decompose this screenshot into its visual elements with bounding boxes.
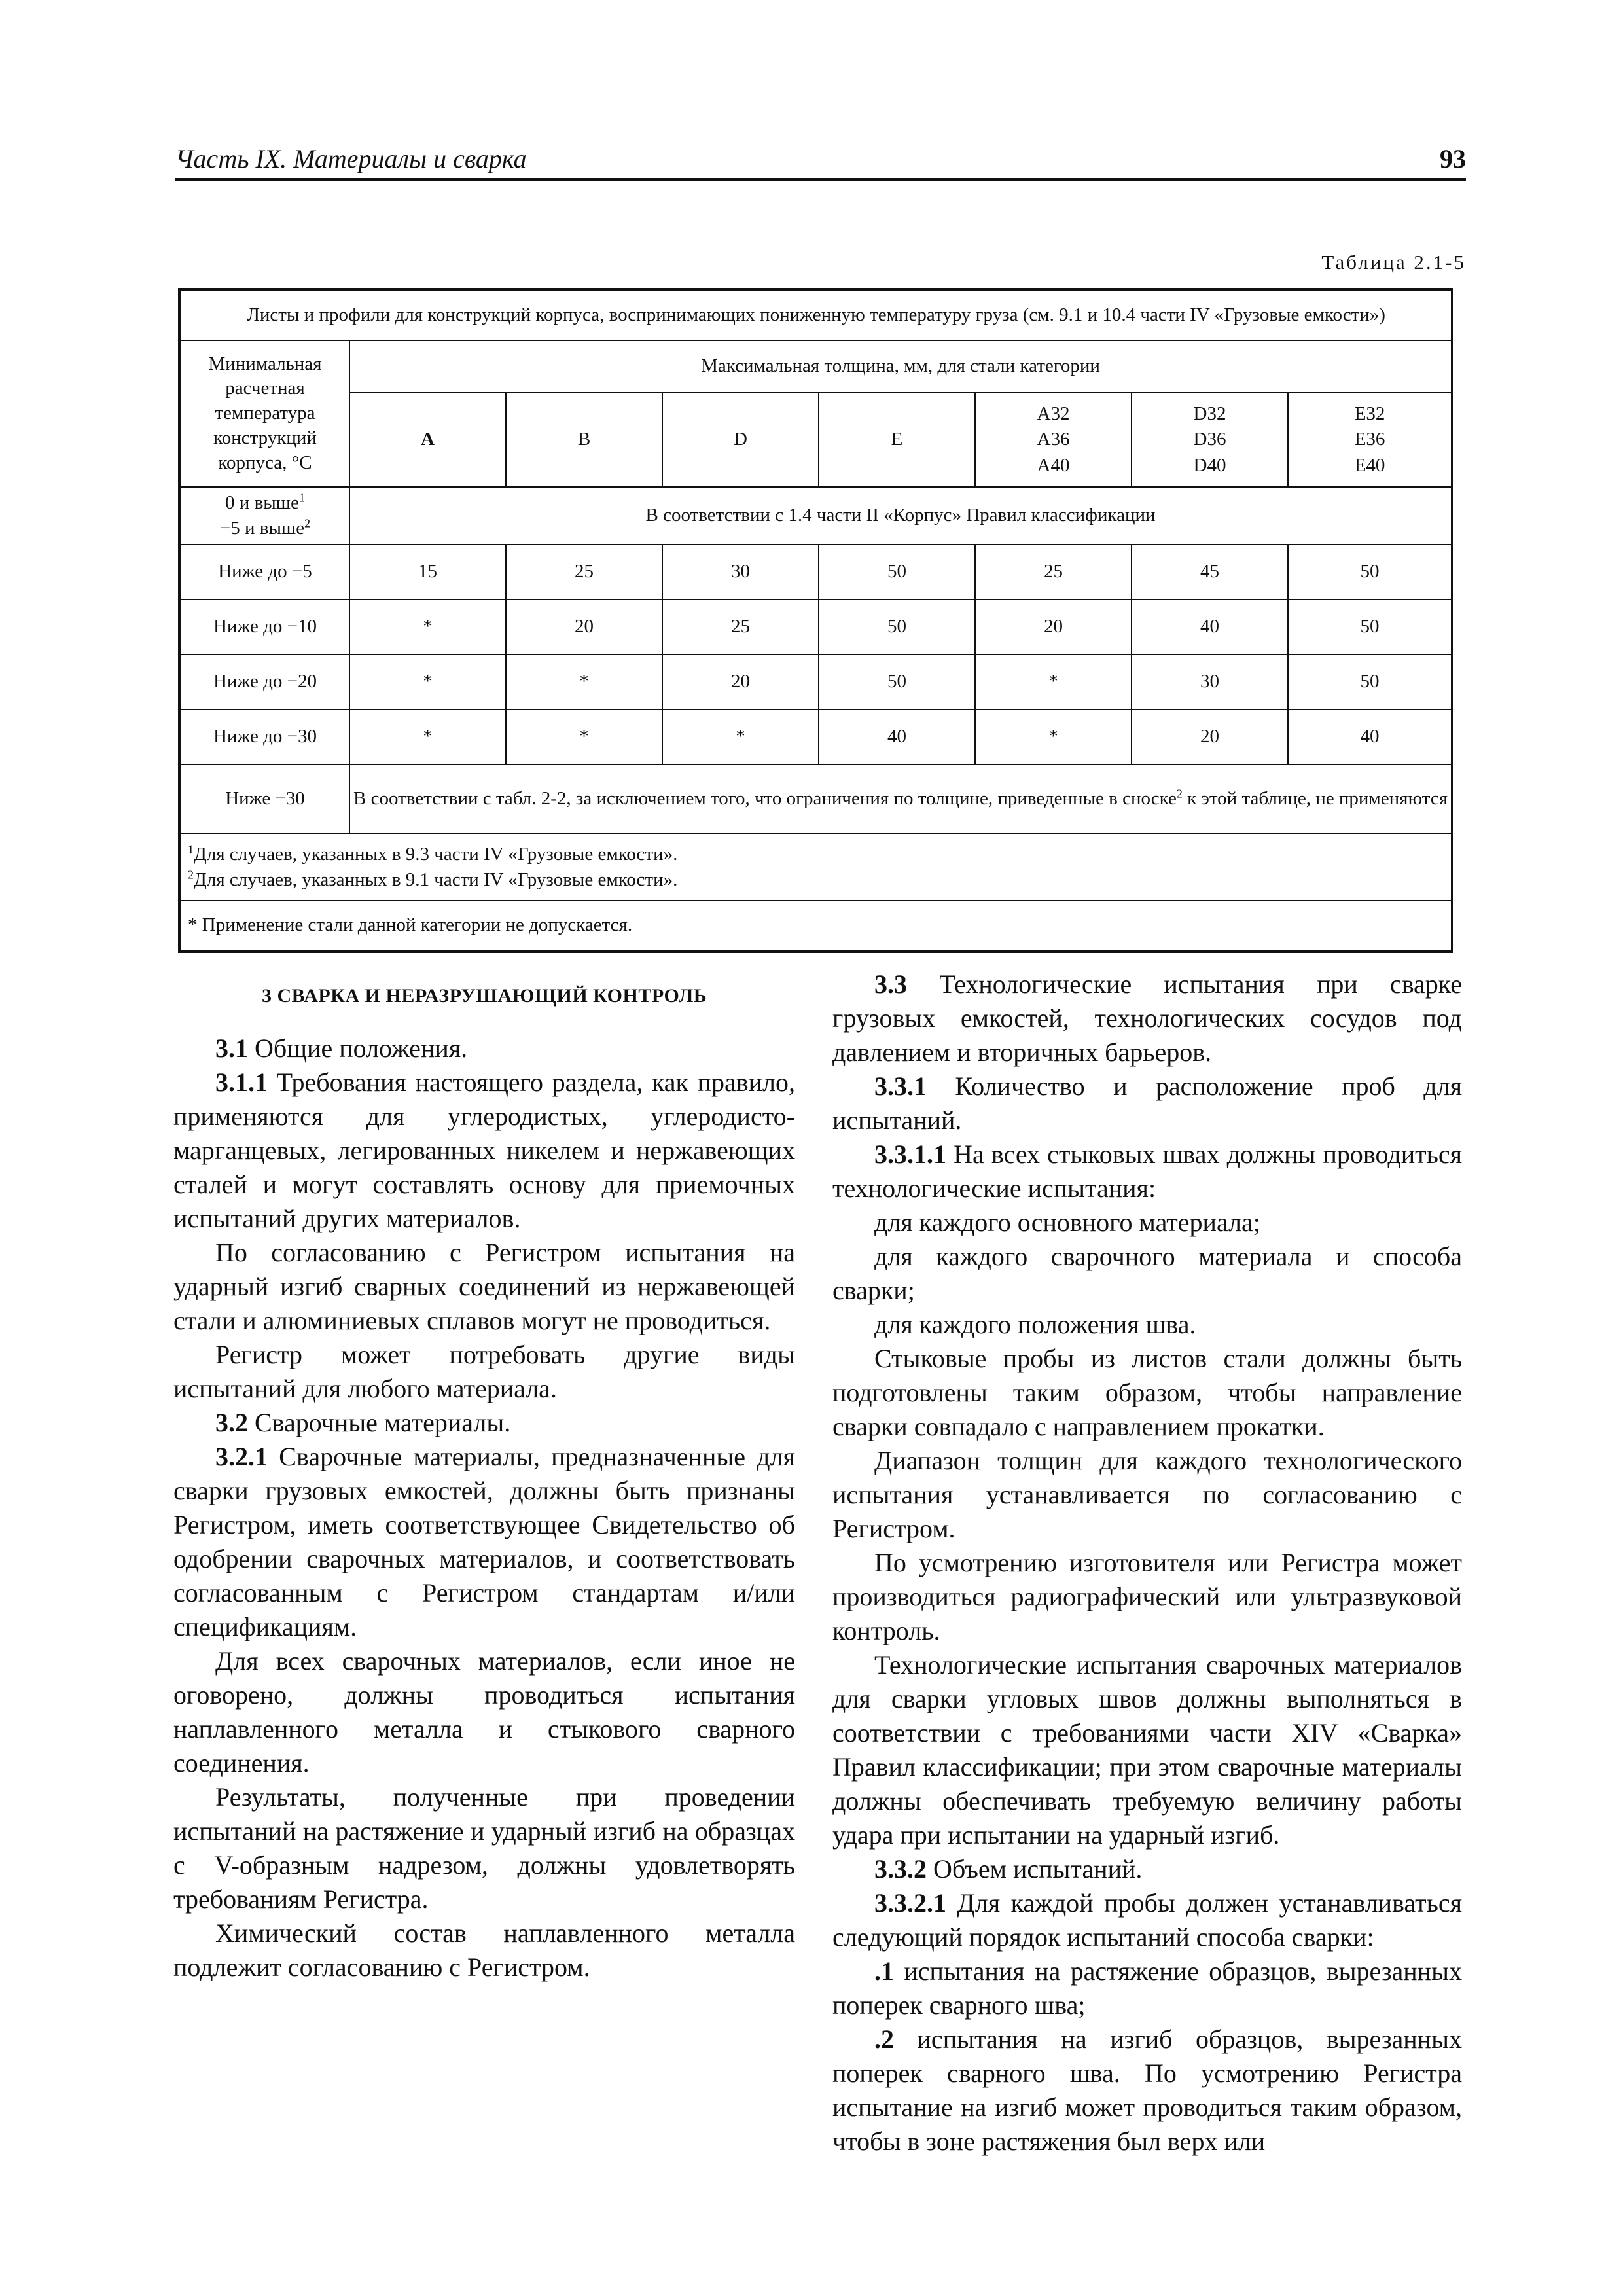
grade-header: A32 A36 A40 xyxy=(975,393,1132,487)
table-cell: 25 xyxy=(975,545,1132,600)
paragraph: .2 испытания на изгиб образцов, вырезанных поперек сварного шва. По усмотрению Регистра испытание на изгиб может проводиться таким образом, чтобы в зоне растяжения был верх или xyxy=(832,2024,1462,2156)
table-caption: Листы и профили для конструкций корпуса, воспринимающих пониженную температуру груза (см. 9.1 и 10.4 части IV «Грузовые емкости») xyxy=(181,291,1452,340)
temperature-header: Минимальная расчетная температура конструкций корпуса, °С xyxy=(181,340,349,487)
table-cell: * xyxy=(662,709,819,764)
grade-header: A xyxy=(349,393,506,487)
grade-header: E32 E36 E40 xyxy=(1288,393,1452,487)
grade-header: D xyxy=(662,393,819,487)
paragraph: По согласованию с Регистром испытания на ударный изгиб сварных соединений из нержавеющей стали и алюминиевых сплавов могут не проводиться. xyxy=(173,1238,795,1335)
table-cell: 40 xyxy=(1288,709,1452,764)
paragraph: 3.1 Общие положения. xyxy=(215,1033,468,1063)
paragraph: Результаты, полученные при проведении испытаний на растяжение и ударный изгиб на образцах с V-образным надрезом, должны удовлетворять требованиям Регистра. xyxy=(173,1782,795,1914)
row-label: Ниже до −20 xyxy=(181,655,349,709)
table-row xyxy=(181,545,1452,600)
running-title: Часть IX. Материалы и сварка xyxy=(175,144,527,173)
table-cell: 30 xyxy=(1132,655,1288,709)
table-cell: * xyxy=(349,655,506,709)
paragraph: 3.3.2 Объем испытаний. xyxy=(874,1854,1143,1884)
table-cell: 50 xyxy=(1288,655,1452,709)
paragraph: .1 испытания на растяжение образцов, вырезанных поперек сварного шва; xyxy=(832,1956,1462,2020)
table-row xyxy=(181,600,1452,655)
asterisk-note: * Применение стали данной категории не допускается. xyxy=(181,901,1452,950)
paragraph: 3.1.1 Требования настоящего раздела, как правило, применяются для углеродистых, углеродисто-марганцевых, легированных никелем и нержавеющих сталей и могут составлять основу для приемочных испытаний других материалов. xyxy=(173,1067,795,1233)
grade-header: B xyxy=(506,393,662,487)
left-column xyxy=(173,967,795,1984)
row-label: Ниже до −10 xyxy=(181,600,349,655)
row-zero-text: В соответствии с 1.4 части II «Корпус» Правил классификации xyxy=(349,487,1452,545)
row-label: Ниже −30 xyxy=(181,764,349,834)
table-cell: 50 xyxy=(819,655,975,709)
table-footnotes xyxy=(181,834,1452,901)
page-number: 93 xyxy=(1440,144,1466,173)
table-row xyxy=(181,709,1452,764)
table-cell: 30 xyxy=(662,545,819,600)
table-cell: * xyxy=(975,709,1132,764)
table-cell: * xyxy=(349,709,506,764)
row-label-zero: 0 и выше$^1$ −5 и выше$^2$ xyxy=(181,487,349,545)
paragraph: 3.3.1 Количество и расположение проб для испытаний. xyxy=(832,1071,1462,1135)
page-header xyxy=(175,145,1466,181)
footnote: $^2$Для случаев, указанных в 9.1 части IV «Грузовые емкости». xyxy=(188,868,678,891)
paragraph: для каждого сварочного материала и способа сварки; xyxy=(832,1242,1462,1305)
paragraph: 3.3.1.1 На всех стыковых швах должны проводиться технологические испытания: xyxy=(832,1139,1462,1203)
paragraph: 3.3.2.1 Для каждой пробы должен устанавливаться следующий порядок испытаний способа сварки: xyxy=(832,1888,1462,1952)
table-cell: 15 xyxy=(349,545,506,600)
paragraph: Технологические испытания сварочных материалов для сварки угловых швов должны выполняться в соответствии с требованиями части XIV «Сварка» Правил классификации; при этом сварочные материалы должны обеспечивать требуемую величину работы удара при испытании на ударный изгиб. xyxy=(832,1650,1462,1850)
row-label: Ниже до −5 xyxy=(181,545,349,600)
paragraph: Стыковые пробы из листов стали должны быть подготовлены таким образом, чтобы направление сварки совпадало с направлением прокатки. xyxy=(832,1344,1462,1441)
section-heading: 3 СВАРКА И НЕРАЗРУШАЮЩИЙ КОНТРОЛЬ xyxy=(261,985,707,1007)
row-label: Ниже до −30 xyxy=(181,709,349,764)
table-cell: 45 xyxy=(1132,545,1288,600)
paragraph: Регистр может потребовать другие виды испытаний для любого материала. xyxy=(173,1340,795,1403)
paragraph: По усмотрению изготовителя или Регистра может производиться радиографический или ультразвуковой контроль. xyxy=(832,1548,1462,1645)
footnote: $^1$Для случаев, указанных в 9.3 части IV «Грузовые емкости». xyxy=(188,842,678,865)
table-cell: 20 xyxy=(1132,709,1288,764)
table-cell: 50 xyxy=(1288,545,1452,600)
table-cell: 25 xyxy=(662,600,819,655)
table-cell: 50 xyxy=(819,600,975,655)
table-row xyxy=(181,655,1452,709)
thickness-header: Максимальная толщина, мм, для стали категории xyxy=(349,340,1452,393)
paragraph: 3.3 Технологические испытания при сварке грузовых емкостей, технологических сосудов под давлением и вторичных барьеров. xyxy=(832,969,1462,1067)
table-cell: 40 xyxy=(819,709,975,764)
paragraph: Для всех сварочных материалов, если иное не оговорено, должны проводиться испытания наплавленного металла и стыкового сварного соединения. xyxy=(173,1646,795,1778)
paragraph: Диапазон толщин для каждого технологического испытания устанавливается по согласованию с Регистром. xyxy=(832,1446,1462,1543)
table-cell: * xyxy=(506,655,662,709)
paragraph: для каждого положения шва. xyxy=(874,1310,1196,1339)
table-cell: * xyxy=(349,600,506,655)
paragraph: 3.2.1 Сварочные материалы, предназначенные для сварки грузовых емкостей, должны быть признаны Регистром, иметь соответствующее Свидетельство об одобрении сварочных материалов, и соответствовать согласованным с Регистром стандартам и/или спецификациям. xyxy=(173,1442,795,1641)
paragraph: Химический состав наплавленного металла подлежит согласованию с Регистром. xyxy=(173,1918,795,1982)
steel-thickness-table xyxy=(178,288,1453,953)
table-cell: 50 xyxy=(819,545,975,600)
right-column xyxy=(832,967,1462,2159)
table-cell: 20 xyxy=(506,600,662,655)
table-cell: 25 xyxy=(506,545,662,600)
table-cell: * xyxy=(506,709,662,764)
table-cell: * xyxy=(975,655,1132,709)
grade-header: D32 D36 D40 xyxy=(1132,393,1288,487)
table-cell: 40 xyxy=(1132,600,1288,655)
paragraph: 3.2 Сварочные материалы. xyxy=(215,1408,511,1437)
row-below30-text: В соответствии с табл. 2-2, за исключением того, что ограничения по толщине, приведенные в сноске$^2$ к этой таблице, не применяются xyxy=(349,764,1452,834)
table-label: Таблица 2.1-5 xyxy=(1321,251,1466,274)
table-cell: 20 xyxy=(975,600,1132,655)
table-cell: 50 xyxy=(1288,600,1452,655)
grade-header: E xyxy=(819,393,975,487)
paragraph: для каждого основного материала; xyxy=(874,1208,1260,1237)
table-cell: 20 xyxy=(662,655,819,709)
